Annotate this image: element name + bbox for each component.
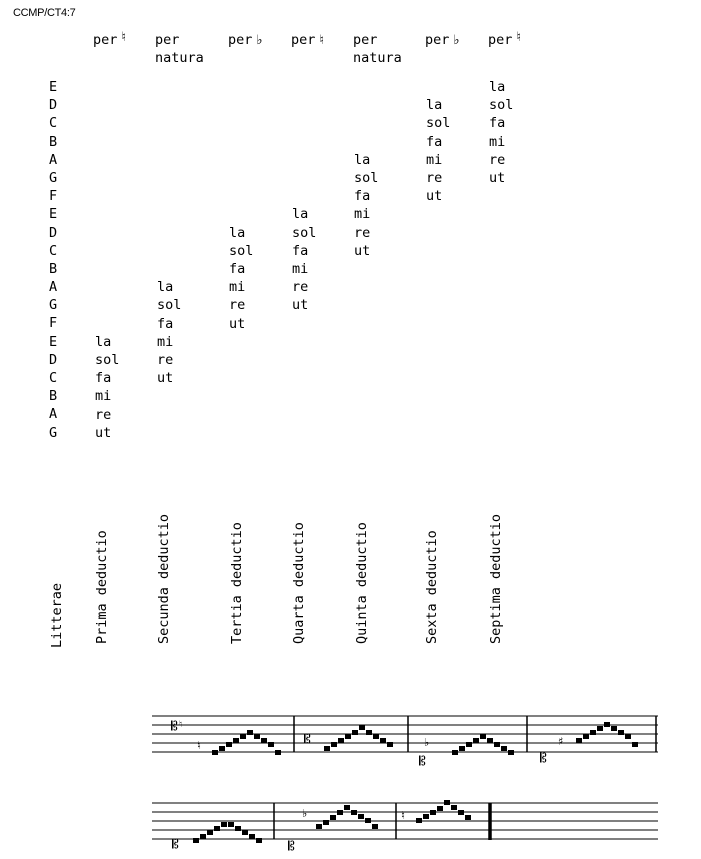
letter-row: G xyxy=(49,169,58,186)
solmization-syllable: ut xyxy=(229,315,246,332)
svg-text:𝄡: 𝄡 xyxy=(172,837,179,851)
svg-text:𝄡: 𝄡 xyxy=(304,732,311,746)
solmization-syllable: re xyxy=(354,224,371,241)
header-col-6: per ♭ xyxy=(425,32,460,48)
solmization-syllable: re xyxy=(489,151,506,168)
solmization-syllable: la xyxy=(426,97,443,114)
solmization-syllable: mi xyxy=(489,133,506,150)
letter-row: B xyxy=(49,133,58,150)
solmization-syllable: ut xyxy=(292,297,309,314)
solmization-syllable: re xyxy=(426,169,443,186)
solmization-syllable: sol xyxy=(292,224,317,241)
header-col-4: per ♮ xyxy=(291,32,325,48)
natural-icon: ♮ xyxy=(516,30,522,45)
svg-text:𝄡: 𝄡 xyxy=(419,754,426,768)
letter-row: E xyxy=(49,333,58,350)
deductio-label-5: Quinta deductio xyxy=(354,522,370,644)
deductio-label-7: Septima deductio xyxy=(488,513,504,644)
page-id: CCMP/CT4:7 xyxy=(13,7,76,19)
solmization-syllable: re xyxy=(157,351,174,368)
letter-row: B xyxy=(49,260,58,277)
solmization-syllable: mi xyxy=(95,388,112,405)
solmization-syllable: ut xyxy=(354,242,371,259)
solmization-syllable: fa xyxy=(489,115,506,132)
solmization-syllable: la xyxy=(489,79,506,95)
solmization-syllable: la xyxy=(157,279,174,296)
solmization-syllable: sol xyxy=(489,97,514,114)
flat-icon: ♭ xyxy=(256,33,263,48)
letter-row: E xyxy=(49,206,58,223)
header-col-7: per ♮ xyxy=(488,30,522,48)
flat-icon: ♭ xyxy=(453,33,460,48)
solmization-syllable: mi xyxy=(292,260,309,277)
solmization-syllable: sol xyxy=(157,297,182,314)
svg-text:♮: ♮ xyxy=(401,809,405,822)
solmization-syllable: re xyxy=(95,406,112,423)
deductio-label-4: Quarta deductio xyxy=(291,522,307,644)
litterae-label: Litterae xyxy=(49,582,65,648)
letter-row: C xyxy=(49,242,58,259)
solmization-syllable: la xyxy=(229,224,246,241)
svg-text:𝄡: 𝄡 xyxy=(171,719,178,733)
deductio-label-6: Sexta deductio xyxy=(424,530,440,644)
letter-row: D xyxy=(49,224,58,241)
svg-text:♭: ♭ xyxy=(424,736,430,749)
svg-text:♮: ♮ xyxy=(197,739,201,752)
solmization-syllable: la xyxy=(292,206,309,223)
deductio-label-1: Prima deductio xyxy=(94,530,110,644)
letter-row: F xyxy=(49,315,58,332)
solmization-syllable: la xyxy=(95,333,112,350)
solmization-syllable: ut xyxy=(489,169,506,186)
solmization-syllable: mi xyxy=(426,151,443,168)
solmization-syllable: fa xyxy=(229,260,246,277)
letter-row: F xyxy=(49,188,58,205)
deductio-label-3: Tertia deductio xyxy=(229,522,245,644)
letter-row: A xyxy=(49,406,58,423)
letter-row: C xyxy=(49,115,58,132)
letter-row: G xyxy=(49,297,58,314)
letter-row: G xyxy=(49,424,58,441)
svg-text:𝄡: 𝄡 xyxy=(540,751,547,765)
natural-icon: ♮ xyxy=(319,33,325,48)
solmization-syllable: fa xyxy=(292,242,309,259)
header-col-3: per ♭ xyxy=(228,32,263,48)
letter-row: D xyxy=(49,351,58,368)
solmization-syllable: mi xyxy=(354,206,371,223)
solmization-syllable: ut xyxy=(157,370,174,387)
solmization-syllable: la xyxy=(354,151,371,168)
solmization-syllable: sol xyxy=(354,169,379,186)
solmization-syllable: mi xyxy=(229,279,246,296)
svg-text:♭: ♭ xyxy=(302,807,308,820)
header-col-5: per natura xyxy=(353,32,402,66)
solmization-syllable: mi xyxy=(157,333,174,350)
header-col-2: per natura xyxy=(155,32,204,66)
deductio-label-2: Secunda deductio xyxy=(156,513,172,644)
letter-row: E xyxy=(49,79,58,95)
svg-text:𝄡: 𝄡 xyxy=(288,839,295,853)
letter-row: A xyxy=(49,279,58,296)
solmization-syllable: sol xyxy=(426,115,451,132)
solmization-syllable: fa xyxy=(95,370,112,387)
solmization-syllable: ut xyxy=(95,424,112,441)
solmization-syllable: re xyxy=(292,279,309,296)
header-col-1: per ♮ xyxy=(93,30,127,48)
letter-row: B xyxy=(49,388,58,405)
solmization-syllable: fa xyxy=(157,315,174,332)
svg-text:♮: ♮ xyxy=(179,720,183,730)
solmization-syllable: ut xyxy=(426,188,443,205)
solmization-syllable: fa xyxy=(354,188,371,205)
letter-row: D xyxy=(49,97,58,114)
solmization-syllable: sol xyxy=(229,242,254,259)
svg-text:♯: ♯ xyxy=(558,735,564,748)
solmization-syllable: fa xyxy=(426,133,443,150)
natural-icon: ♮ xyxy=(121,30,127,45)
letter-row: C xyxy=(49,370,58,386)
solmization-syllable: sol xyxy=(95,351,120,368)
solmization-syllable: re xyxy=(229,297,246,314)
letter-row: A xyxy=(49,151,58,168)
